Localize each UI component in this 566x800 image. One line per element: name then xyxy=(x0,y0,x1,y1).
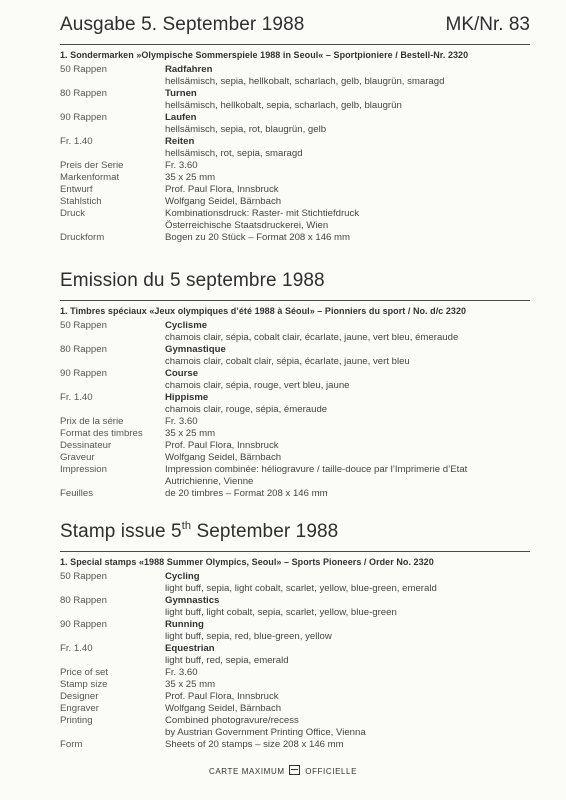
detail-label: Form xyxy=(60,739,83,750)
detail-label: Format des timbres xyxy=(60,428,143,439)
stamp-colors-row xyxy=(60,583,530,595)
detail-value: Impression combinée: héliogravure / taille-douce par l’Imprimerie d’Etat xyxy=(165,464,468,475)
stamp-colors-row xyxy=(60,607,530,619)
stamp-row xyxy=(60,136,530,148)
detail-row xyxy=(60,196,530,208)
detail-row xyxy=(60,476,530,488)
stamp-value: 50 Rappen xyxy=(60,571,107,582)
stamp-value: Fr. 1.40 xyxy=(60,392,93,403)
detail-label: Printing xyxy=(60,715,93,726)
stamp-name: Course xyxy=(165,368,199,379)
swiss-post-horn-icon xyxy=(289,765,300,775)
detail-label: Entwurf xyxy=(60,184,93,195)
stamp-colors: hellsämisch, hellkobalt, sepia, scharlach, gelb, blaugrün xyxy=(165,100,402,111)
detail-value: Prof. Paul Flora, Innsbruck xyxy=(165,440,279,451)
detail-value: Fr. 3.60 xyxy=(165,416,198,427)
detail-row xyxy=(60,232,530,244)
stamp-name: Gymnastique xyxy=(165,344,226,355)
section-german xyxy=(60,14,530,244)
stamp-colors-row xyxy=(60,148,530,160)
stamp-colors: light buff, sepia, red, blue-green, yellow xyxy=(165,631,332,642)
detail-row xyxy=(60,428,530,440)
stamp-colors-row xyxy=(60,332,530,344)
section-english xyxy=(60,521,530,751)
section-header xyxy=(60,14,530,40)
stamp-colors: light buff, light cobalt, sepia, scarlet, yellow, blue-green xyxy=(165,607,397,618)
stamp-name: Cycling xyxy=(165,571,200,582)
detail-value: 35 x 25 mm xyxy=(165,428,216,439)
stamp-name: Gymnastics xyxy=(165,595,220,606)
detail-value: Österreichische Staatsdruckerei, Wien xyxy=(165,220,329,231)
detail-row xyxy=(60,691,530,703)
detail-row xyxy=(60,715,530,727)
stamp-list xyxy=(60,571,530,751)
stamp-value: 90 Rappen xyxy=(60,112,107,123)
divider xyxy=(60,551,530,552)
detail-value: Kombinationsdruck: Raster- mit Stichtiefdruck xyxy=(165,208,360,219)
detail-row xyxy=(60,464,530,476)
detail-row xyxy=(60,184,530,196)
stamp-row xyxy=(60,571,530,583)
section-title xyxy=(60,521,338,543)
detail-row xyxy=(60,172,530,184)
stamp-value: 80 Rappen xyxy=(60,88,107,99)
stamp-colors-row xyxy=(60,655,530,667)
detail-value: Bogen zu 20 Stück – Format 208 x 146 mm xyxy=(165,232,351,243)
detail-label: Dessinateur xyxy=(60,440,112,451)
detail-label: Designer xyxy=(60,691,99,702)
detail-row xyxy=(60,440,530,452)
stamp-list xyxy=(60,64,530,244)
detail-row xyxy=(60,488,530,500)
detail-value: 35 x 25 mm xyxy=(165,172,216,183)
stamp-name: Laufen xyxy=(165,112,197,123)
stamp-value: 50 Rappen xyxy=(60,64,107,75)
detail-row xyxy=(60,679,530,691)
detail-row xyxy=(60,160,530,172)
stamp-name: Running xyxy=(165,619,204,630)
stamp-colors: chamois clair, cobalt clair, sépia, écarlate, jaune, vert bleu xyxy=(165,356,410,367)
detail-row xyxy=(60,739,530,751)
detail-value: Prof. Paul Flora, Innsbruck xyxy=(165,184,279,195)
stamp-colors: hellsämisch, rot, sepia, smaragd xyxy=(165,148,303,159)
stamp-row xyxy=(60,344,530,356)
divider xyxy=(60,300,530,301)
stamp-name: Reiten xyxy=(165,136,195,147)
footer-right-text: OFFICIELLE xyxy=(305,767,358,776)
section-header xyxy=(60,521,530,547)
stamp-colors: light buff, red, sepia, emerald xyxy=(165,655,289,666)
detail-value: Fr. 3.60 xyxy=(165,160,198,171)
detail-label: Feuilles xyxy=(60,488,94,499)
stamp-colors-row xyxy=(60,631,530,643)
footer xyxy=(0,765,566,776)
stamp-name: Equestrian xyxy=(165,643,215,654)
stamp-colors: chamois clair, sépia, rouge, vert bleu, jaune xyxy=(165,380,350,391)
stamp-colors-row xyxy=(60,100,530,112)
stamp-colors-row xyxy=(60,124,530,136)
detail-value: Autrichienne, Vienne xyxy=(165,476,254,487)
stamp-row xyxy=(60,88,530,100)
detail-value: Wolfgang Seidel, Bärnbach xyxy=(165,196,282,207)
stamp-row xyxy=(60,619,530,631)
detail-label: Impression xyxy=(60,464,107,475)
detail-value: Wolfgang Seidel, Bärnbach xyxy=(165,452,282,463)
detail-value: 35 x 25 mm xyxy=(165,679,216,690)
detail-label: Price of set xyxy=(60,667,108,678)
detail-label: Stahlstich xyxy=(60,196,102,207)
detail-label: Preis der Serie xyxy=(60,160,124,171)
stamp-colors-row xyxy=(60,380,530,392)
detail-label: Druckform xyxy=(60,232,105,243)
stamp-row xyxy=(60,643,530,655)
series-subheading: 1. Special stamps «1988 Summer Olympics, Seoul» – Sports Pioneers / Order No. 2320 xyxy=(60,557,434,567)
detail-value: by Austrian Government Printing Office, Vienna xyxy=(165,727,366,738)
divider xyxy=(60,44,530,45)
stamp-name: Cyclisme xyxy=(165,320,208,331)
stamp-row xyxy=(60,320,530,332)
detail-row xyxy=(60,208,530,220)
detail-value: Prof. Paul Flora, Innsbruck xyxy=(165,691,279,702)
catalog-number: MK/Nr. 83 xyxy=(445,14,530,35)
series-subheading: 1. Sondermarken »Olympische Sommerspiele 1988 in Seoul« – Sportpioniere / Bestell-Nr. 2320 xyxy=(60,50,469,60)
stamp-value: 80 Rappen xyxy=(60,344,107,355)
stamp-row xyxy=(60,392,530,404)
stamp-row xyxy=(60,64,530,76)
detail-row xyxy=(60,220,530,232)
stamp-list xyxy=(60,320,530,500)
footer-left-text: CARTE MAXIMUM xyxy=(208,767,285,776)
stamp-colors-row xyxy=(60,404,530,416)
section-title: Emission du 5 septembre 1988 xyxy=(60,270,325,291)
stamp-colors: chamois clair, rouge, sépia, émeraude xyxy=(165,404,328,415)
stamp-colors: light buff, sepia, light cobalt, scarlet, yellow, blue-green, emerald xyxy=(165,583,437,594)
stamp-value: Fr. 1.40 xyxy=(60,643,93,654)
stamp-name: Radfahren xyxy=(165,64,213,75)
series-subheading: 1. Timbres spéciaux «Jeux olympiques d’été 1988 à Séoul» – Pionniers du sport / No. d/c 2320 xyxy=(60,306,467,316)
stamp-value: 80 Rappen xyxy=(60,595,107,606)
stamp-row xyxy=(60,595,530,607)
detail-row xyxy=(60,416,530,428)
detail-label: Markenformat xyxy=(60,172,120,183)
stamp-value: 90 Rappen xyxy=(60,368,107,379)
stamp-name: Hippisme xyxy=(165,392,209,403)
detail-value: Combined photogravure/recess xyxy=(165,715,299,726)
stamp-colors-row xyxy=(60,356,530,368)
section-title: Ausgabe 5. September 1988 xyxy=(60,14,305,35)
detail-value: de 20 timbres – Format 208 x 146 mm xyxy=(165,488,328,499)
detail-row xyxy=(60,667,530,679)
stamp-colors-row xyxy=(60,76,530,88)
detail-value: Fr. 3.60 xyxy=(165,667,198,678)
stamp-value: 50 Rappen xyxy=(60,320,107,331)
title-ordinal: th xyxy=(181,520,192,532)
detail-label: Prix de la série xyxy=(60,416,124,427)
detail-value: Wolfgang Seidel, Bärnbach xyxy=(165,703,282,714)
detail-row xyxy=(60,703,530,715)
stamp-row xyxy=(60,368,530,380)
section-french xyxy=(60,270,530,500)
title-main: Stamp issue 5 xyxy=(60,521,182,542)
detail-label: Stamp size xyxy=(60,679,108,690)
detail-label: Engraver xyxy=(60,703,99,714)
detail-row xyxy=(60,452,530,464)
detail-row xyxy=(60,727,530,739)
stamp-colors: chamois clair, sépia, cobalt clair, écarlate, jaune, vert bleu, émeraude xyxy=(165,332,459,343)
detail-label: Graveur xyxy=(60,452,95,463)
detail-label: Druck xyxy=(60,208,86,219)
section-header xyxy=(60,270,530,296)
stamp-name: Turnen xyxy=(165,88,197,99)
title-rest: September 1988 xyxy=(191,521,339,542)
stamp-colors: hellsämisch, sepia, rot, blaugrün, gelb xyxy=(165,124,327,135)
stamp-colors: hellsämisch, sepia, hellkobalt, scharlach, gelb, blaugrün, smaragd xyxy=(165,76,445,87)
stamp-value: Fr. 1.40 xyxy=(60,136,93,147)
stamp-row xyxy=(60,112,530,124)
detail-value: Sheets of 20 stamps – size 208 x 146 mm xyxy=(165,739,344,750)
stamp-value: 90 Rappen xyxy=(60,619,107,630)
